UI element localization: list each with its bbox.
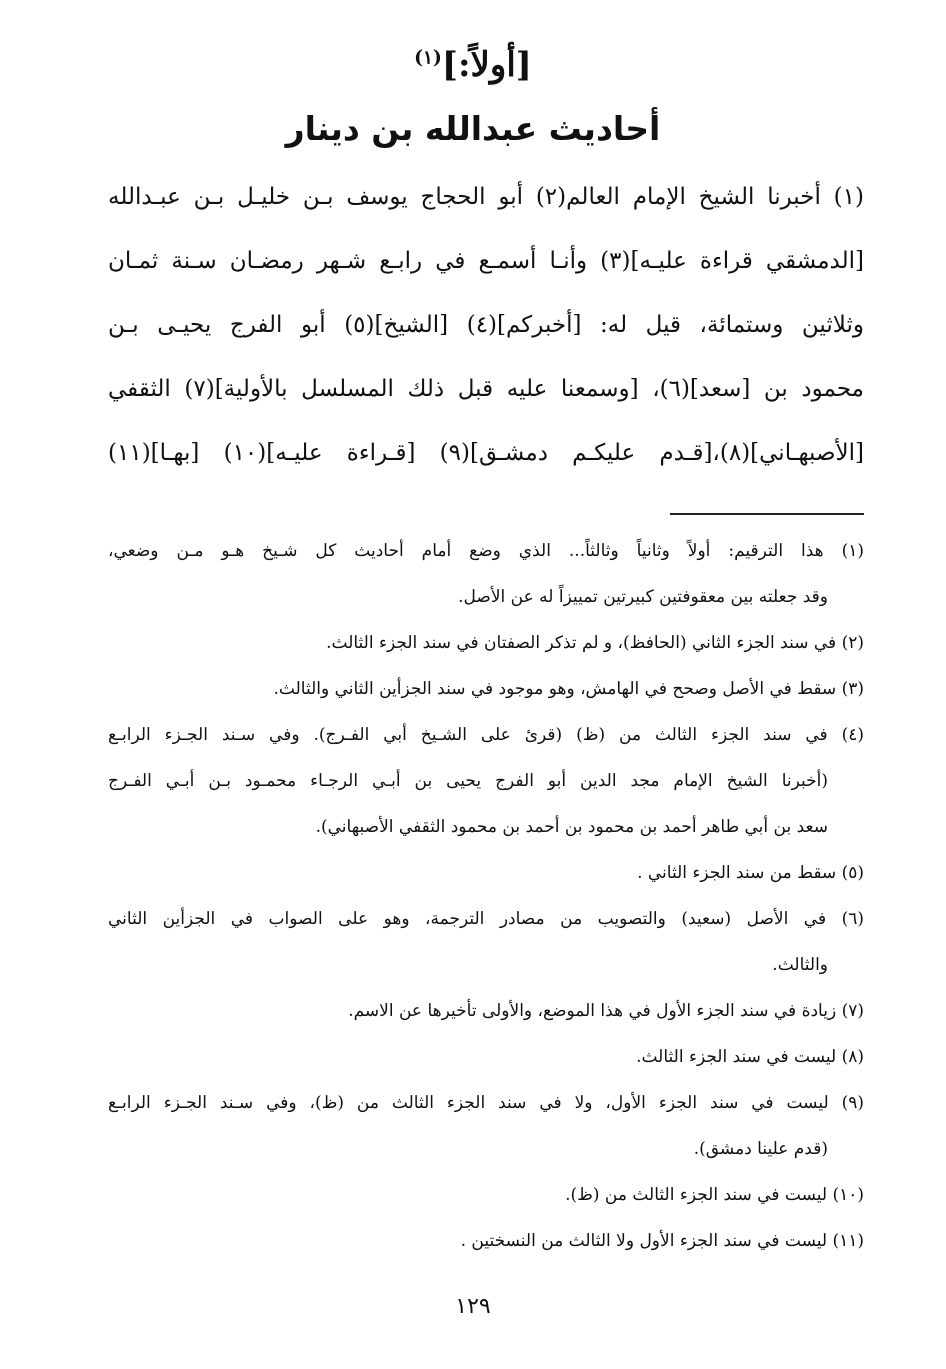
hadith-line: محمود بن [سعد](٦)، [وسمعنا عليه قبل ذلك المسلسل بالأولية](٧) الثقفي: [108, 376, 864, 402]
heading-footnote-marker: (١): [414, 46, 442, 69]
footnote-line: سعد بن أبي طاهر أحمد بن محمود بن أحمد بن محمود الثقفي الأصبهاني).: [315, 817, 828, 837]
footnote-line: (١١) ليست في سند الجزء الأول ولا الثالث من النسختين .: [460, 1231, 864, 1251]
footnote-line: (قدم علينا دمشق).: [693, 1139, 828, 1159]
footnote-line: (٢) في سند الجزء الثاني (الحافظ)، و لم تذكر الصفتان في سند الجزء الثالث.: [326, 633, 864, 653]
hadith-line: (١) أخبرنا الشيخ الإمام العالم(٢) أبو الحجاج يوسف بـن خليـل بـن عبـدالله: [108, 184, 864, 210]
hadith-line: وثلاثين وستمائة، قيل له: [أخبركم](٤) [الشيخ](٥) أبو الفرج يحيـى بـن: [108, 312, 864, 338]
footnote-line: (٤) في سند الجزء الثالث من (ظ) (قرئ على الشـيخ أبي الفـرج). وفي سـند الجـزء الرابـع: [108, 725, 864, 745]
footnote-line: والثالث.: [772, 955, 828, 975]
footnote-line: (٦) في الأصل (سعيد) والتصويب من مصادر الترجمة، وهو على الصواب في الجزأين الثاني: [108, 909, 864, 929]
hadith-text: [108, 165, 864, 485]
hadith-line: [الأصبهـاني](٨)،[قـدم عليكـم دمشـق](٩) [قـراءة عليـه](١٠) [بهـا](١١): [108, 440, 865, 466]
footnote-line: (١٠) ليست في سند الجزء الثالث من (ظ).: [565, 1185, 864, 1205]
hadith-line: [الدمشقي قراءة عليـه](٣) وأنـا أسمـع في رابـع شـهر رمضـان سـنة ثمـان: [108, 248, 864, 274]
footnote-line: (٣) سقط في الأصل وصحح في الهامش، وهو موجود في سند الجزأين الثاني والثالث.: [273, 679, 864, 699]
footnote-line: (١) هذا الترقيم: أولاً وثانياً وثالثاً... الذي وضع أمام أحاديث كل شـيخ هـو مـن وضعي،: [108, 541, 864, 561]
footnote-separator: [670, 513, 864, 515]
footnote-line: وقد جعلته بين معقوفتين كبيرتين تمييزاً له عن الأصل.: [458, 587, 828, 607]
footnote-line: (٥) سقط من سند الجزء الثاني .: [637, 863, 864, 883]
chapter-title: أحاديث عبدالله بن دينار: [285, 109, 661, 148]
footnotes: [108, 528, 864, 1264]
footnote-line: (أخبرنا الشيخ الإمام مجد الدين أبو الفرج يحيى بن أبـي الرجـاء محمـود بـن أبـي الفـرج: [108, 771, 828, 791]
footnote-line: (٩) ليست في سند الجزء الأول، ولا في سند الجزء الثالث من (ظ)، وفي سـند الجـزء الرابـع: [108, 1093, 864, 1113]
section-heading: [0, 40, 946, 90]
footnote-line: (٧) زيادة في سند الجزء الأول في هذا الموضع، والأولى تأخيرها عن الاسم.: [348, 1001, 864, 1021]
page-number: ١٢٩: [455, 1294, 491, 1319]
section-heading-text: [أولاً:]: [441, 45, 532, 85]
footnote-line: (٨) ليست في سند الجزء الثالث.: [636, 1047, 864, 1067]
